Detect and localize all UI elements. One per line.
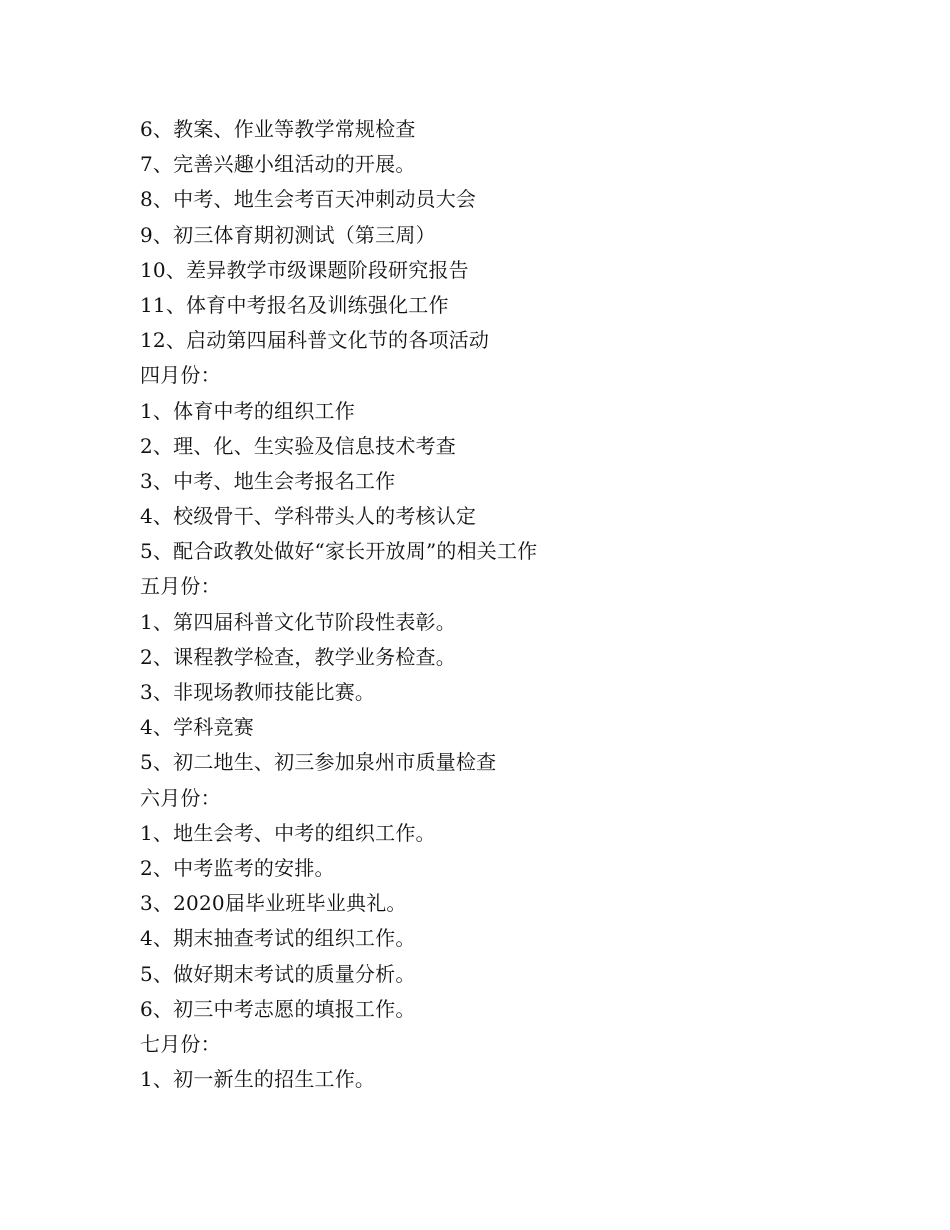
- list-item: 2、课程教学检查，教学业务检查。: [140, 644, 456, 669]
- list-item: 3、中考、地生会考报名工作: [140, 468, 396, 493]
- list-item: 10、差异教学市级课题阶段研究报告: [140, 257, 469, 282]
- list-item: 3、2020届毕业班毕业典礼。: [140, 891, 407, 916]
- list-item: 1、初一新生的招生工作。: [140, 1067, 376, 1092]
- list-item: 12、启动第四届科普文化节的各项活动: [140, 328, 490, 353]
- list-item: 6、教案、作业等教学常规检查: [140, 117, 416, 141]
- list-item: 11、体育中考报名及训练强化工作: [140, 292, 449, 317]
- list-item: 5、做好期末考试的质量分析。: [140, 961, 416, 986]
- list-item: 1、地生会考、中考的组织工作。: [140, 820, 436, 845]
- list-item: 1、体育中考的组织工作: [140, 398, 355, 423]
- document-body: [140, 112, 900, 1097]
- list-item: 2、中考监考的安排。: [140, 855, 335, 880]
- section-heading-june: 六月份：: [140, 785, 221, 810]
- list-item: 3、非现场教师技能比赛。: [140, 680, 376, 704]
- list-item: 4、期末抽查考试的组织工作。: [140, 926, 416, 951]
- list-item: 8、中考、地生会考百天冲刺动员大会: [140, 187, 477, 212]
- list-item: 7、完善兴趣小组活动的开展。: [140, 152, 416, 177]
- list-item: 1、第四届科普文化节阶段性表彰。: [140, 609, 456, 634]
- list-item: 9、初三体育期初测试（第三周）: [140, 222, 436, 247]
- section-heading-july: 七月份：: [140, 1031, 221, 1056]
- list-item: 4、校级骨干、学科带头人的考核认定: [140, 504, 477, 529]
- list-item: 5、初二地生、初三参加泉州市质量检查: [140, 750, 497, 775]
- list-item: 6、初三中考志愿的填报工作。: [140, 996, 416, 1021]
- section-heading-april: 四月份：: [140, 363, 221, 388]
- list-item: 4、学科竞赛: [140, 715, 254, 740]
- list-item: 5、配合政教处做好“家长开放周”的相关工作: [140, 539, 538, 564]
- section-heading-may: 五月份：: [140, 574, 221, 599]
- list-item: 2、理、化、生实验及信息技术考查: [140, 433, 456, 458]
